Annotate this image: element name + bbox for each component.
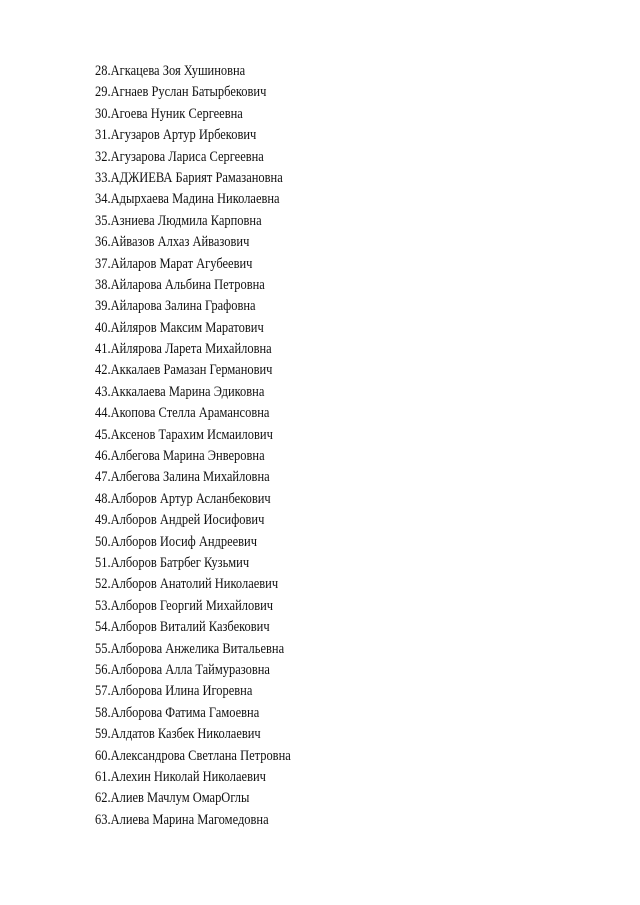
- list-item: 48.Алборов Артур Асланбекович: [95, 490, 271, 507]
- list-item: 35.Азниева Людмила Карповна: [95, 212, 262, 229]
- list-item: 37.Айларов Марат Агубеевич: [95, 255, 253, 272]
- list-item: 44.Акопова Стелла Арамансовна: [95, 405, 270, 422]
- list-item: 51.Алборов Батрбег Кузьмич: [95, 554, 250, 571]
- list-item: 57.Алборова Илина Игоревна: [95, 683, 253, 700]
- list-item: 28.Агкацева Зоя Хушиновна: [95, 63, 246, 79]
- list-item: 63.Алиева Марина Магомедовна: [95, 811, 269, 828]
- list-item: 46.Албегова Марина Энверовна: [95, 448, 265, 465]
- list-item: 30.Агоева Нуник Сергеевна: [95, 105, 243, 122]
- list-item: 62.Алиев Мачлум ОмарОглы: [95, 790, 250, 807]
- list-item: 50.Алборов Иосиф Андреевич: [95, 533, 257, 550]
- list-item: 47.Албегова Залина Михайловна: [95, 469, 270, 486]
- list-item: 29.Агнаев Руслан Батырбекович: [95, 84, 267, 101]
- list-item: 33.АДЖИЕВА Барият Рамазановна: [95, 169, 283, 186]
- list-item: 34.Адырхаева Мадина Николаевна: [95, 191, 280, 208]
- name-list: [95, 61, 323, 831]
- list-item: 31.Агузаров Артур Ирбекович: [95, 127, 257, 144]
- list-item: 42.Аккалаев Рамазан Германович: [95, 362, 273, 379]
- list-item: 52.Алборов Анатолий Николаевич: [95, 576, 279, 593]
- list-item: 54.Алборов Виталий Казбекович: [95, 619, 270, 636]
- list-item: 32.Агузарова Лариса Сергеевна: [95, 148, 264, 165]
- list-item: 55.Алборова Анжелика Витальевна: [95, 640, 285, 657]
- list-item: 41.Айлярова Ларета Михайловна: [95, 341, 272, 358]
- list-item: 38.Айларова Альбина Петровна: [95, 276, 265, 293]
- list-item: 60.Александрова Светлана Петровна: [95, 747, 291, 764]
- list-item: 53.Алборов Георгий Михайлович: [95, 597, 274, 614]
- list-item: 58.Алборова Фатима Гамоевна: [95, 704, 260, 721]
- list-item: 56.Алборова Алла Таймуразовна: [95, 661, 270, 678]
- list-item: 59.Алдатов Казбек Николаевич: [95, 726, 261, 743]
- list-item: 61.Алехин Николай Николаевич: [95, 768, 266, 785]
- list-item: 36.Айвазов Алхаз Айвазович: [95, 234, 250, 251]
- list-item: 40.Айляров Максим Маратович: [95, 319, 264, 336]
- list-item: 49.Алборов Андрей Иосифович: [95, 512, 265, 529]
- list-item: 39.Айларова Залина Графовна: [95, 298, 256, 315]
- list-item: 43.Аккалаева Марина Эдиковна: [95, 383, 265, 400]
- list-item: 45.Аксенов Тарахим Исмаилович: [95, 426, 273, 443]
